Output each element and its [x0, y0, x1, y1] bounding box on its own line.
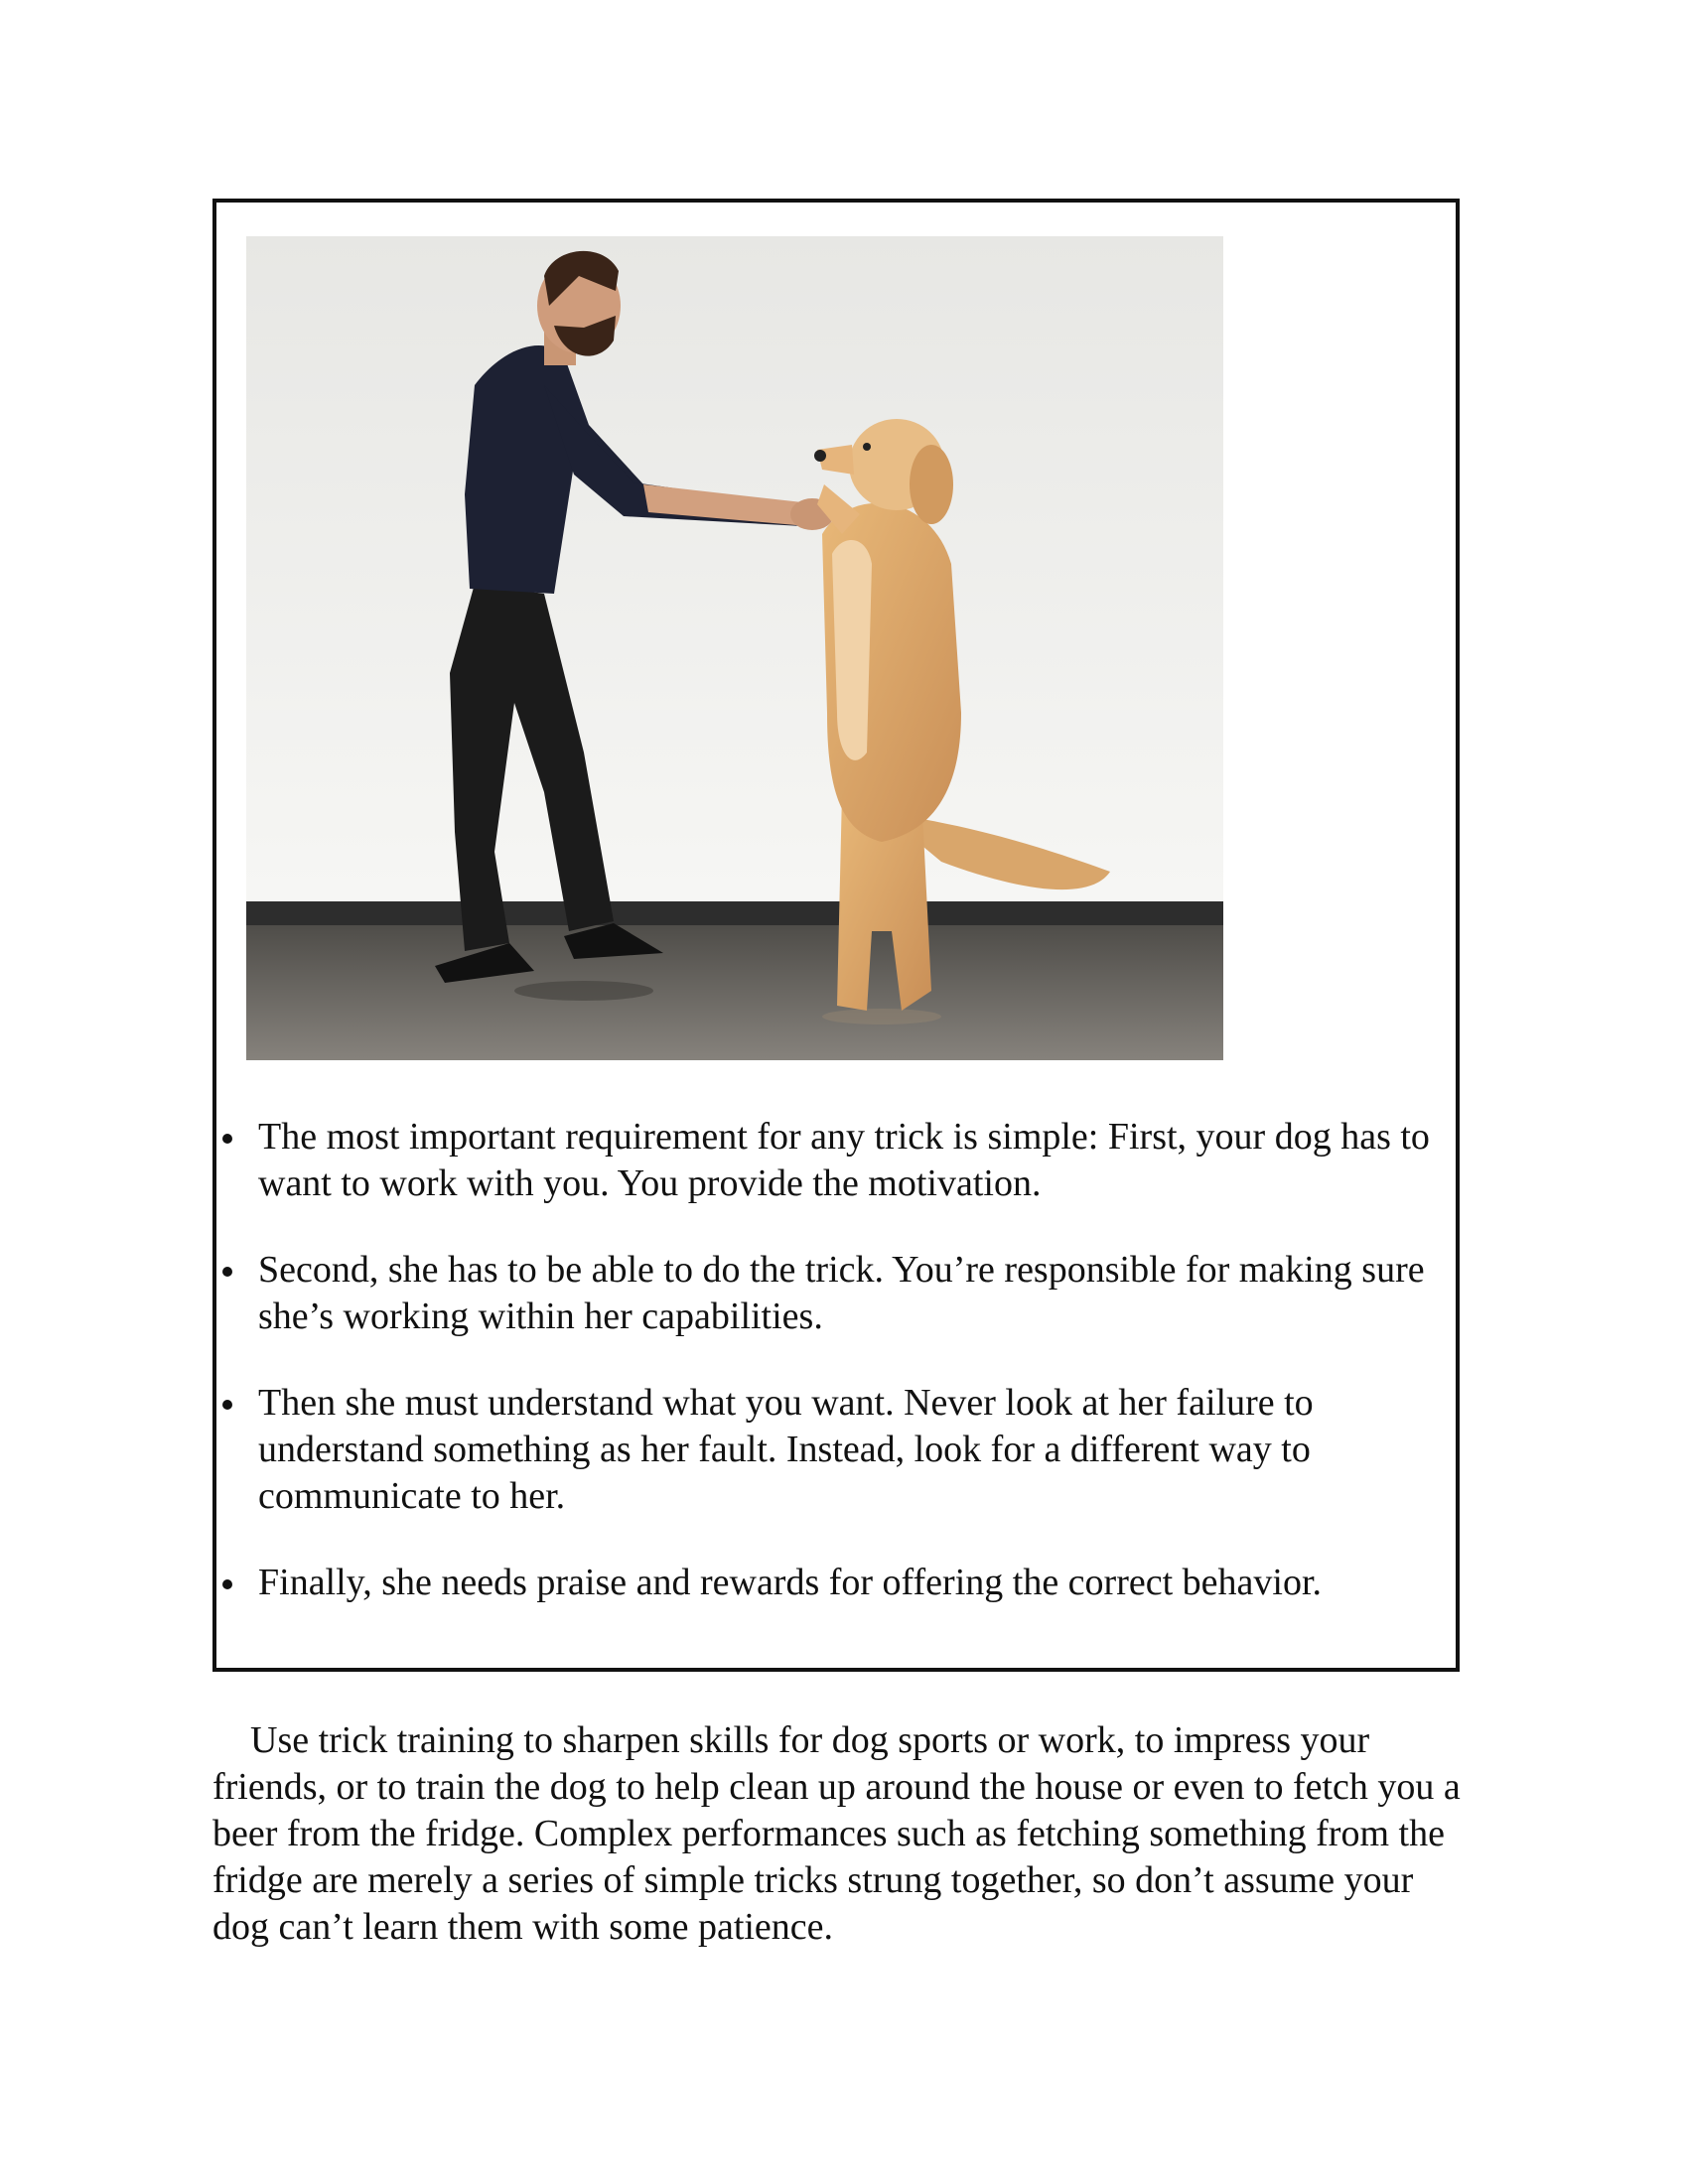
list-item [216, 1114, 1444, 1207]
bullet-icon [222, 1579, 232, 1589]
bullet-icon [222, 1267, 232, 1277]
tips-list [216, 1114, 1456, 1646]
bullet-text: Finally, she needs praise and rewards for offering the correct behavior. [258, 1562, 1322, 1603]
wall [246, 236, 1223, 901]
bullet-icon [222, 1400, 232, 1410]
list-item [216, 1247, 1444, 1340]
photo-illustration [246, 236, 1223, 1060]
floor [246, 925, 1223, 1060]
baseboard [246, 901, 1223, 925]
list-item [216, 1560, 1444, 1606]
bullet-text: Then she must understand what you want. Never look at her failure to understand something as her fault. Instead, look for a different way to communicate to her. [258, 1382, 1314, 1517]
tip-box [212, 199, 1460, 1672]
bullet-icon [222, 1134, 232, 1144]
photo-man-and-dog [246, 236, 1223, 1060]
bullet-text: The most important requirement for any trick is simple: First, your dog has to want to work with you. You provide the motivation. [258, 1116, 1430, 1204]
bullet-text: Second, she has to be able to do the trick. You’re responsible for making sure she’s working within her capabilities. [258, 1249, 1425, 1337]
list-item [216, 1380, 1444, 1520]
body-paragraph: Use trick training to sharpen skills for dog sports or work, to impress your friends, or to train the dog to help clean up around the house or even to fetch you a beer from the fridge. Complex performances such as fetching something from the fridge are merely a series of simple tricks strung together, so don’t assume your dog can’t learn them with some patience. [212, 1719, 1461, 1948]
